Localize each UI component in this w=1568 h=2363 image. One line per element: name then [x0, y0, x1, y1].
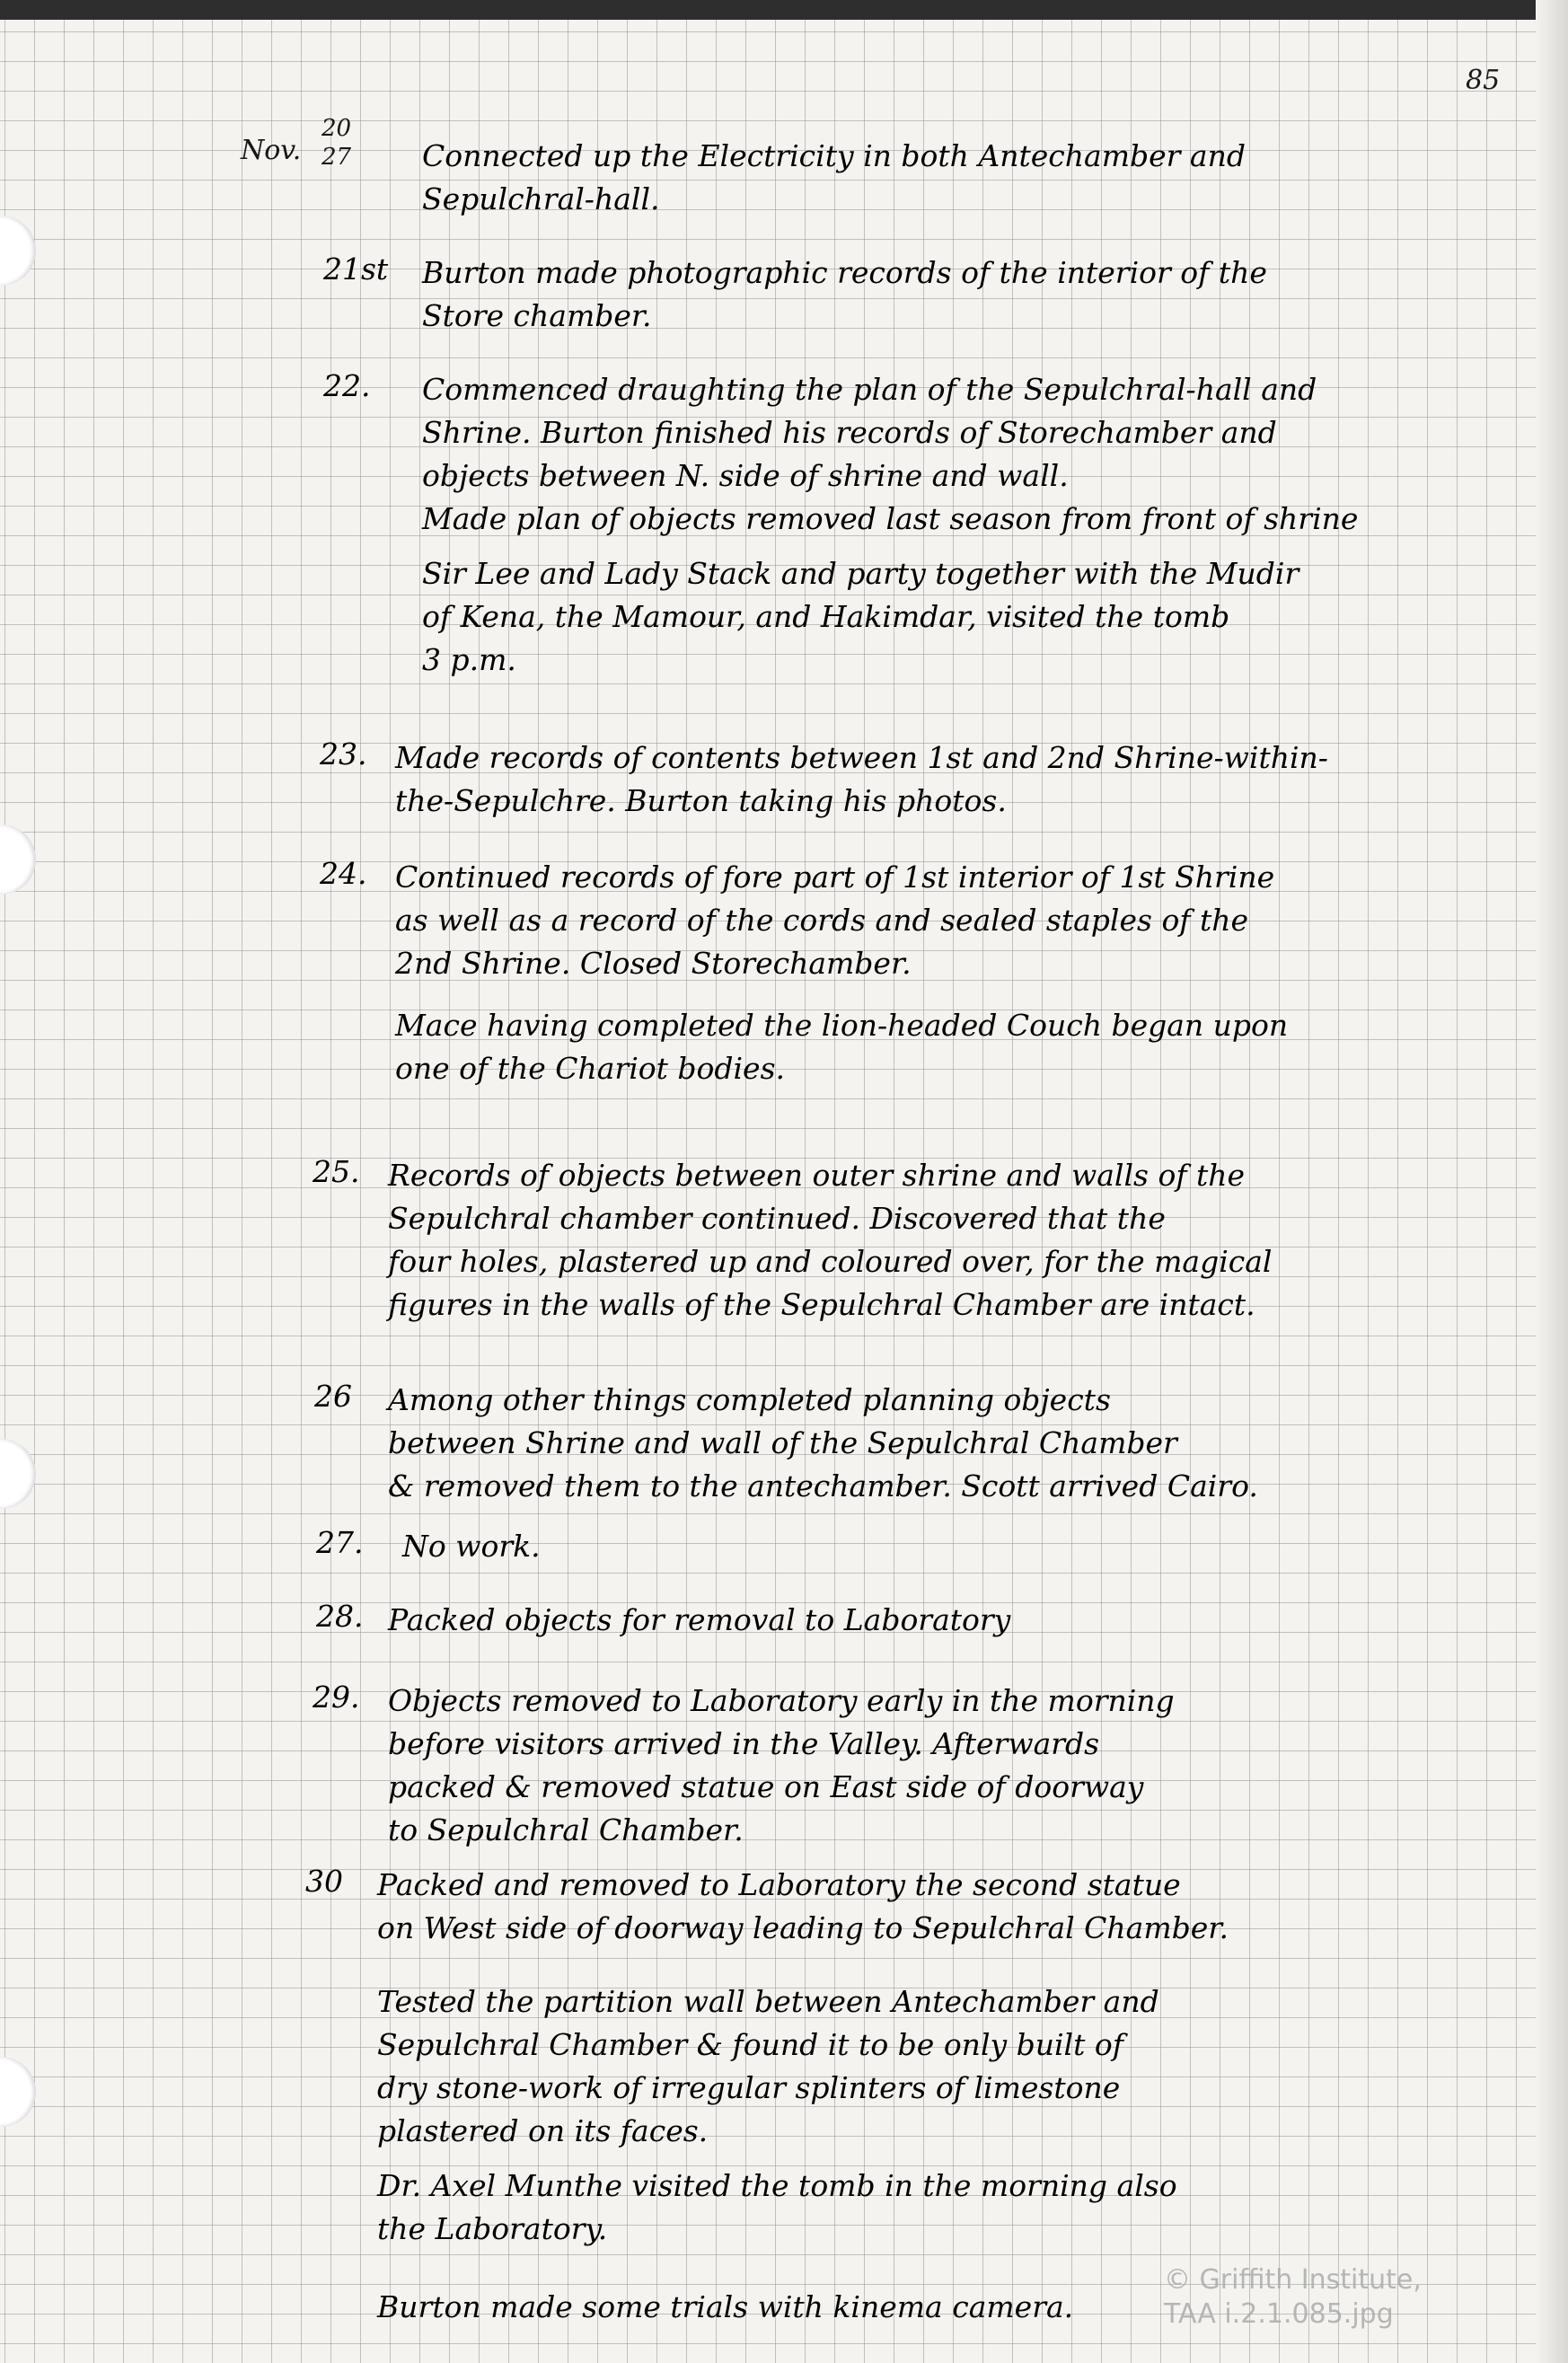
- entry-text: [395, 1004, 1288, 1090]
- entry-text: [388, 1154, 1272, 1327]
- entry-line: Commenced draughting the plan of the Sepulchral-hall and: [422, 372, 1317, 407]
- entry-line: Burton made some trials with kinema camera.: [377, 2289, 1074, 2324]
- watermark-line: © Griffith Institute,: [1164, 2264, 1422, 2296]
- page-top-edge: [0, 0, 1536, 20]
- entry-line: packed & removed statue on East side of doorway: [388, 1769, 1144, 1804]
- entry-line: No work.: [402, 1529, 541, 1564]
- entry-line: Among other things completed planning objects: [388, 1382, 1111, 1417]
- entry-date: 23.: [320, 736, 367, 772]
- entry-line: four holes, plastered up and coloured over, for the magical: [388, 1244, 1273, 1279]
- entry-text: [377, 1864, 1229, 1950]
- entry-line: before visitors arrived in the Valley. Afterwards: [388, 1726, 1100, 1761]
- entry-line: Sepulchral-hall.: [422, 181, 660, 216]
- entry-line: the-Sepulchre. Burton taking his photos.: [395, 783, 1007, 818]
- entry-line: on West side of doorway leading to Sepulchral Chamber.: [377, 1910, 1229, 1945]
- entry-line: Dr. Axel Munthe visited the tomb in the morning also: [377, 2168, 1177, 2203]
- punch-hole: [0, 1439, 36, 1509]
- entry-line: Burton made photographic records of the interior of the: [422, 255, 1267, 290]
- entry-text: [377, 2165, 1177, 2251]
- entry-line: Made records of contents between 1st and 2nd Shrine-within-: [395, 740, 1328, 775]
- entry-date: 27.: [316, 1525, 364, 1560]
- entry-line: Shrine. Burton finished his records of Storechamber and: [422, 415, 1277, 450]
- entry-line: Packed objects for removal to Laboratory: [388, 1602, 1011, 1637]
- entry-line: Packed and removed to Laboratory the second statue: [377, 1867, 1181, 1902]
- entry-line: Connected up the Electricity in both Antechamber and: [422, 138, 1246, 173]
- entry-date: 22.: [323, 368, 371, 403]
- entry-text: [388, 1599, 1010, 1642]
- entry-line: Sepulchral chamber continued. Discovered that the: [388, 1201, 1166, 1236]
- entry-day-top: 20: [322, 115, 352, 142]
- entry-line: figures in the walls of the Sepulchral Chamber are intact.: [388, 1287, 1255, 1322]
- page-number: 85: [1466, 65, 1501, 96]
- entry-text: [422, 368, 1358, 541]
- entry-line: 2nd Shrine. Closed Storechamber.: [395, 946, 912, 981]
- entry-line: Continued records of fore part of 1st interior of 1st Shrine: [395, 860, 1275, 895]
- entry-line: plastered on its faces.: [377, 2113, 709, 2148]
- entry-text: [422, 251, 1267, 338]
- entry-line: Made plan of objects removed last season from front of shrine: [422, 501, 1359, 536]
- watermark-line: TAA i.2.1.085.jpg: [1164, 2298, 1394, 2330]
- entry-text: [395, 736, 1328, 823]
- entry-line: one of the Chariot bodies.: [395, 1051, 785, 1086]
- entry-line: of Kena, the Mamour, and Hakimdar, visited the tomb: [422, 599, 1230, 634]
- entry-line: Mace having completed the lion-headed Couch began upon: [395, 1008, 1289, 1043]
- entry-date: 30: [305, 1864, 343, 1899]
- entry-line: & removed them to the antechamber. Scott arrived Cairo.: [388, 1468, 1258, 1503]
- entry-line: between Shrine and wall of the Sepulchral Chamber: [388, 1425, 1177, 1460]
- entry-text: [377, 2286, 1073, 2329]
- entry-text: [422, 552, 1299, 682]
- entry-text: [377, 1980, 1159, 2153]
- entry-line: objects between N. side of shrine and wall.: [422, 458, 1069, 493]
- entry-line: Tested the partition wall between Antechamber and: [377, 1984, 1159, 2019]
- entry-month: Nov.: [241, 135, 302, 166]
- copyright-watermark: [1164, 2263, 1422, 2332]
- page-right-edge: [1536, 0, 1568, 2363]
- entry-line: dry stone-work of irregular splinters of limestone: [377, 2070, 1121, 2105]
- punch-hole: [0, 2057, 36, 2127]
- entry-date: 25.: [313, 1154, 360, 1189]
- entry-text: [395, 856, 1274, 985]
- entry-line: Store chamber.: [422, 298, 652, 333]
- entry-date: 28.: [316, 1599, 364, 1634]
- entry-line: the Laboratory.: [377, 2211, 608, 2246]
- entry-text: [388, 1379, 1258, 1508]
- entry-line: as well as a record of the cords and sealed staples of the: [395, 903, 1249, 938]
- entry-line: Sir Lee and Lady Stack and party together with the Mudir: [422, 556, 1299, 591]
- entry-day-bottom: 27: [322, 144, 352, 171]
- entry-line: Objects removed to Laboratory early in the morning: [388, 1683, 1175, 1718]
- entry-line: to Sepulchral Chamber.: [388, 1812, 744, 1847]
- punch-hole: [0, 824, 36, 895]
- entry-text: [402, 1525, 541, 1568]
- entry-line: Sepulchral Chamber & found it to be only built of: [377, 2027, 1123, 2062]
- punch-hole: [0, 216, 36, 286]
- entry-text: [422, 135, 1246, 221]
- entry-text: [388, 1680, 1175, 1852]
- entry-date: 21st: [323, 251, 389, 287]
- entry-line: Records of objects between outer shrine and walls of the: [388, 1158, 1246, 1193]
- entry-date: 24.: [320, 856, 367, 891]
- entry-date: 26: [314, 1379, 352, 1414]
- entry-date: 29.: [313, 1680, 360, 1715]
- entry-line: 3 p.m.: [422, 642, 516, 677]
